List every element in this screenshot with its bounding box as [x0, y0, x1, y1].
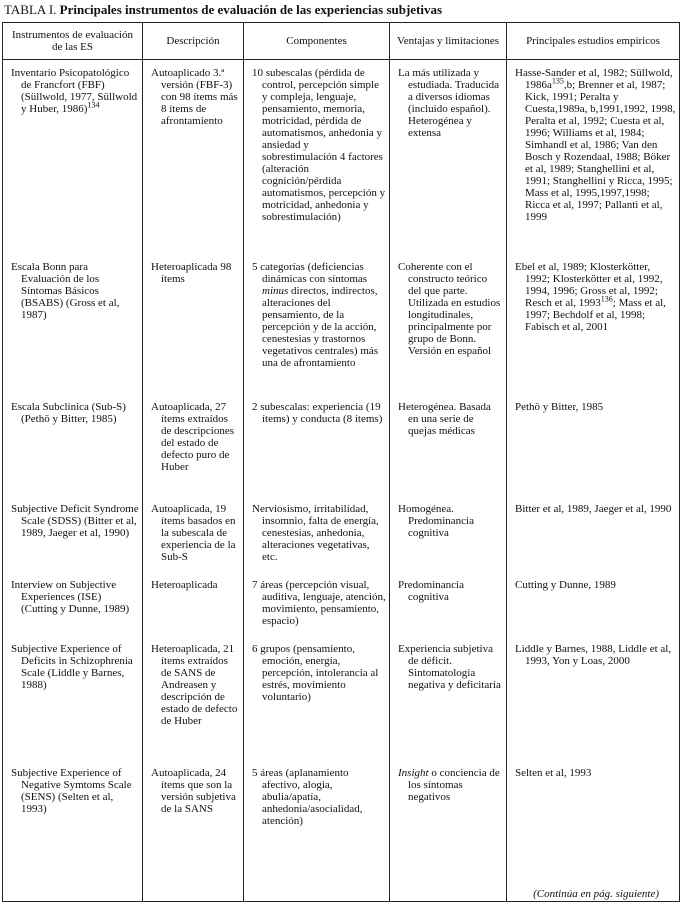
cell-description: Heteroaplicada	[143, 572, 244, 636]
cell-components: 6 grupos (pensamiento, emoción, energía, percepción, intolerancia al estrés, movimiento voluntario)	[244, 636, 390, 760]
header-row	[3, 23, 680, 60]
table-row	[3, 636, 680, 760]
table-title-text: Principales instrumentos de evaluación de las experiencias subjetivas	[59, 2, 443, 17]
cell-studies: Pethö y Bitter, 1985	[507, 394, 680, 496]
table-row	[3, 254, 680, 394]
cell-advantages: Experiencia subjetiva de déficit. Sintomatología negativa y deficitaria	[390, 636, 507, 760]
footnote-ref: 136	[600, 293, 613, 303]
table-row	[3, 394, 680, 496]
header-components: Componentes	[244, 23, 390, 60]
cell-advantages: La más utilizada y estudiada. Traducida a diversos idiomas (incluido español). Heterogénea y extensa	[390, 60, 507, 254]
cell-studies: Hasse-Sander et al, 1982; Süllwold, $1986a^{135},b$; Brenner et al, 1987; Kick, 1991; Peralta y Cuesta,1989a, b,1991,1992, 1998, Peralta et al, 1992; Cuesta et al, 1996; Williams et al, 1984; Simhandl et al, 1986; Van den Bosch y Rozendaal, 1988; Böker et al, 1989; Stanghellini et al, 1991; Stanghellini y Ricca, 1995; Mass et al, 1995,1997,1998; Ricca et al, 1997; Pallanti et al, 1999	[507, 60, 680, 254]
cell-description: Heteroaplicada, 21 ítems extraídos de SANS de Andreasen y descripción de estado de defecto de Huber	[143, 636, 244, 760]
cell-components: 10 subescalas (pérdida de control, percepción simple y compleja, lenguaje, pensamiento, memoria, motricidad, pérdida de automatismos, anhedonia y ansiedad y sobrestimulación 4 factores (alteración cognición/pérdida automatismos, percepción y motricidad, anhedonia y sobrestimulación)	[244, 60, 390, 254]
header-instrument: Instrumentos de evaluación de las ES	[3, 23, 143, 60]
cell-instrument: Escala Bonn para Evaluación de los Síntomas Básicos (BSABS) (Gross et al, 1987)	[3, 254, 143, 394]
cell-components: 5 categorías (deficiencias dinámicas con síntomas minus directos, indirectos, alteraciones del pensamiento, de la percepción y de la acción, cenestesias y trastornos vegetativos centrales) más una de afrontamiento	[244, 254, 390, 394]
cell-studies: Cutting y Dunne, 1989	[507, 572, 680, 636]
cell-instrument: Escala Subclínica (Sub-S) (Pethö y Bitter, 1985)	[3, 394, 143, 496]
cell-description: Autoaplicada, 24 ítems que son la versión subjetiva de la SANS	[143, 760, 244, 902]
cell-components: 5 áreas (aplanamiento afectivo, alogia, abulia/apatía, anhedonia/asocialidad, atención)	[244, 760, 390, 902]
table-row	[3, 572, 680, 636]
cell-advantages: Insight o conciencia de los síntomas negativos	[390, 760, 507, 902]
footnote-ref: 135	[551, 76, 564, 86]
table-row	[3, 760, 680, 902]
cell-description: Autoaplicada, 19 ítems basados en la subescala de experiencia de la Sub-S	[143, 496, 244, 572]
cell-studies: Bitter et al, 1989, Jaeger et al, 1990	[507, 496, 680, 572]
cell-description: Autoaplicado 3.ª versión (FBF-3) con 98 ítems más 8 ítems de afrontamiento	[143, 60, 244, 254]
cell-description: Heteroaplicada 98 ítems	[143, 254, 244, 394]
cell-instrument: Subjective Experience of Deficits in Schizophrenia Scale (Liddle y Barnes, 1988)	[3, 636, 143, 760]
cell-instrument: Interview on Subjective Experiences (ISE) (Cutting y Dunne, 1989)	[3, 572, 143, 636]
table-title	[4, 2, 442, 18]
italic-term: minus	[262, 284, 289, 297]
table-title-prefix: TABLA I.	[4, 2, 57, 17]
header-description: Descripción	[143, 23, 244, 60]
header-advantages: Ventajas y limitaciones	[390, 23, 507, 60]
cell-studies: Ebel et al, 1989; Klosterkötter, 1992; Klosterkötter et al, 1992, 1994, 1996; Gross et al, 1992; Resch et al, 1993$^{136}$; Mass et al, 1997; Bechdolf et al, 1998; Fabisch et al, 2001	[507, 254, 680, 394]
cell-advantages: Predominancia cognitiva	[390, 572, 507, 636]
cell-advantages: Homogénea. Predominancia cognitiva	[390, 496, 507, 572]
cell-instrument: Subjective Experience of Negative Symtoms Scale (SENS) (Selten et al, 1993)	[3, 760, 143, 902]
footnote-ref: 134	[87, 100, 100, 110]
instruments-table	[2, 22, 680, 902]
cell-instrument: Inventario Psicopatológico de Francfort (FBF) (Süllwold, 1977, Süllwold y Huber, 1986)$^{134}$	[3, 60, 143, 254]
cell-advantages: Coherente con el constructo teórico del que parte. Utilizada en estudios longitudinales, principalmente por grupo de Bonn. Versión en español	[390, 254, 507, 394]
table-row	[3, 496, 680, 572]
continued-note: (Continúa en pág. siguiente)	[533, 888, 659, 900]
cell-description: Autoaplicada, 27 ítems extraídos de descripciones del estado de defecto puro de Huber	[143, 394, 244, 496]
cell-studies: Liddle y Barnes, 1988, Liddle et al, 1993, Yon y Loas, 2000	[507, 636, 680, 760]
italic-term: Insight	[398, 766, 429, 779]
cell-instrument: Subjective Deficit Syndrome Scale (SDSS) (Bitter et al, 1989, Jaeger et al, 1990)	[3, 496, 143, 572]
header-studies: Principales estudios empíricos	[507, 23, 680, 60]
table-row	[3, 60, 680, 254]
cell-components: 2 subescalas: experiencia (19 ítems) y conducta (8 ítems)	[244, 394, 390, 496]
cell-components: 7 áreas (percepción visual, auditiva, lenguaje, atención, movimiento, pensamiento, espacio)	[244, 572, 390, 636]
cell-advantages: Heterogénea. Basada en una serie de quejas médicas	[390, 394, 507, 496]
cell-studies: Selten et al, 1993	[507, 760, 680, 902]
cell-components: Nerviosismo, irritabilidad, insomnio, falta de energía, cenestesias, anhedonia, alteraciones vegetativas, etc.	[244, 496, 390, 572]
